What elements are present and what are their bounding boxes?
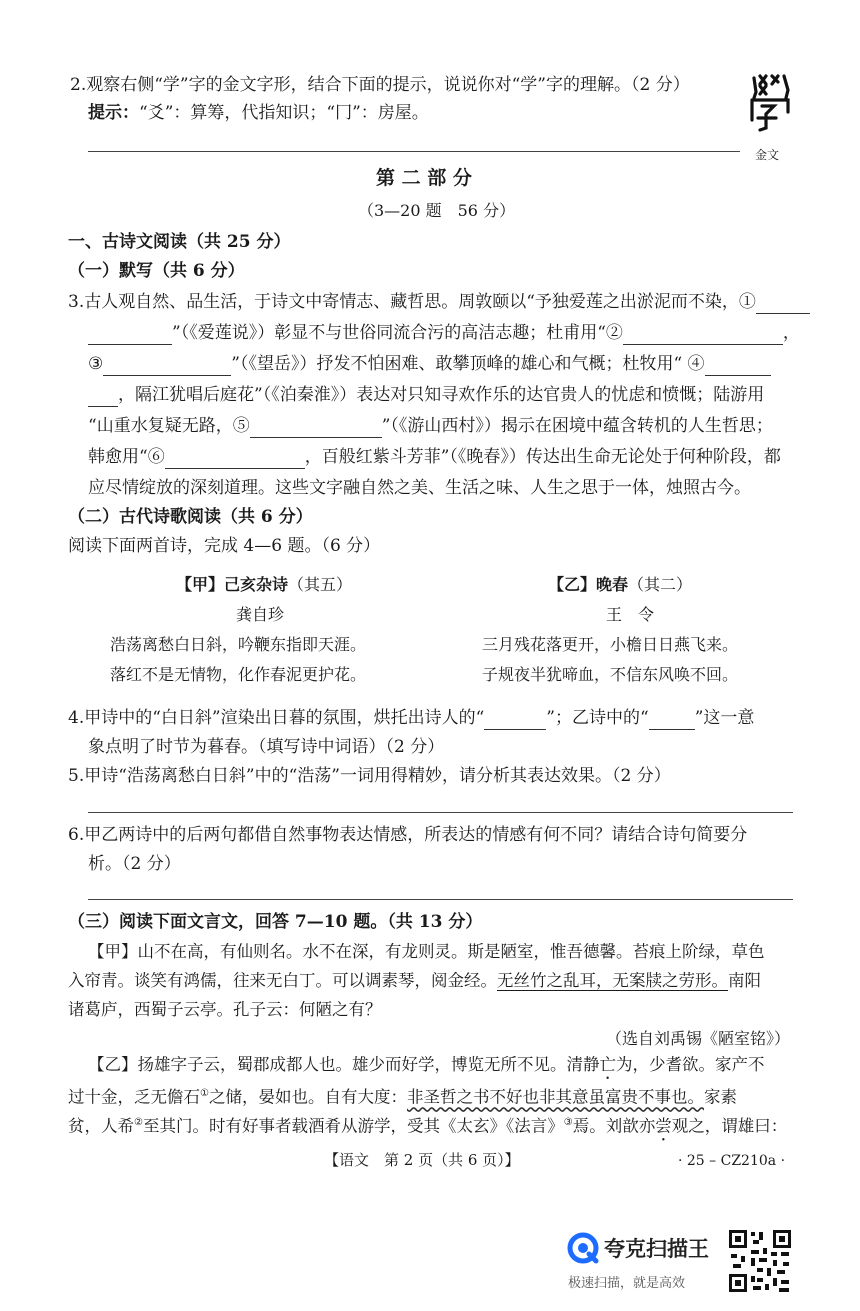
watermark-brand: 夸克扫描王: [604, 1237, 709, 1261]
dotted-char: 亡: [599, 1055, 616, 1074]
q3-line-6: 韩愈用“⑥ ，百般红紫斗芳菲”（《晚春》）传达出生命无论处于何种阶段，都: [88, 447, 781, 467]
text-b-line-2: 过十金，乏无儋石①之储，晏如也。自有大度：非圣哲之书不好也非其意虽富贵不事也。家素: [68, 1087, 737, 1107]
q2-hint-label: 提示：: [88, 103, 139, 123]
subsection2-title: （二）古代诗歌阅读（共 6 分）: [68, 507, 313, 527]
text-a-source: （选自刘禹锡《陋室铭》）: [606, 1029, 791, 1048]
q2-hint: [88, 101, 429, 125]
q3-line-2: ”（《爱莲说》）彰显不与世俗同流合污的高洁志趣；杜甫用“② ，: [88, 321, 800, 345]
text-a-underlined-sentence: 无丝竹之乱耳，无案牍之劳形。: [497, 971, 728, 990]
subsection3-title: （三）阅读下面文言文，回答 7—10 题。（共 13 分）: [68, 912, 483, 932]
poem-b-line-2: 子规夜半犹啼血，不信东风唤不回。: [482, 665, 739, 684]
q2-hint-text: “爻”：算筹，代指知识；“冂”：房屋。: [139, 103, 429, 123]
text-b-line-1: 【乙】扬雄字子云，蜀郡成都人也。雄少而好学，博览无所不见。清静亡为，少耆欲。家产不: [88, 1055, 765, 1074]
poem-a-line-1: 浩荡离愁白日斜，吟鞭东指即天涯。: [110, 635, 367, 654]
part2-subtitle: （3—20 题 56 分）: [358, 201, 516, 220]
text-a-line-3: 诸葛庐，西蜀子云亭。孔子云：何陋之有？: [68, 1000, 382, 1019]
blank-2[interactable]: [623, 326, 783, 345]
part2-title: 第 二 部 分: [376, 167, 472, 189]
q6-line-1: 6.甲乙两诗中的后两句都借自然事物表达情感，所表达的情感有何不同？请结合诗句简要分: [68, 825, 748, 845]
q2-answer-line: [88, 151, 740, 152]
dotted-char: 尝: [655, 1116, 672, 1136]
blank-1[interactable]: [756, 295, 810, 314]
q3-line-7: 应尽情绽放的深刻道理。这些文字融自然之美、生活之味、人生之思于一体，烛照古今。: [88, 478, 751, 498]
blank-4-cont[interactable]: [88, 388, 118, 407]
text-b-wavy-sentence: 非圣哲之书不好也非其意虽富贵不事也。: [406, 1087, 704, 1107]
qr-code-icon: [727, 1228, 793, 1294]
q4-line-1: 4.甲诗中的“白日斜”渲染出日暮的氛围，烘托出诗人的“ ”；乙诗中的“ ”这一意: [68, 708, 755, 728]
q2-question: 2.观察右侧“学”字的金文字形，结合下面的提示，说说你对“学”字的理解。（2 分）: [70, 75, 690, 95]
q5-question: 5.甲诗“浩荡离愁白日斜”中的“浩荡”一词用得精妙，请分析其表达效果。（2 分）: [68, 766, 671, 786]
q6-answer-line[interactable]: [88, 899, 793, 900]
section1-title: 一、古诗文阅读（共 25 分）: [68, 232, 291, 252]
poem-b-author: 王 令: [606, 605, 655, 624]
text-a-line-2: 入帘青。谈笑有鸿儒，往来无白丁。可以调素琴，阅金经。无丝竹之乱耳，无案牍之劳形。南阳: [68, 971, 761, 990]
blank-3[interactable]: [103, 357, 231, 376]
q4-blank-2[interactable]: [649, 711, 695, 730]
blank-4[interactable]: [705, 357, 771, 376]
poem-a-title: 【甲】己亥杂诗（其五）: [176, 575, 353, 594]
poem-b-line-1: 三月残花落更开，小檐日日燕飞来。: [482, 635, 739, 654]
q3-line-1: 3.古人观自然、品生活，于诗文中寄情志、藏哲思。周敦颐以“予独爱莲之出淤泥而不染，①: [68, 290, 810, 314]
page-footer: 【语文 第 2 页（共 6 页）】: [324, 1151, 520, 1169]
q3-line-4: ，隔江犹唱后庭花”（《泊秦淮》）表达对只知寻欢作乐的达官贵人的忧虑和愤慨；陆游用: [88, 383, 764, 407]
page-code: · 25 – CZ210a ·: [678, 1153, 786, 1169]
q3-line-3: ③ ”（《望岳》）抒发不怕困难、敢攀顶峰的雄心和气概；杜牧用“ ④: [88, 352, 771, 376]
quark-scanner-logo-icon: [567, 1232, 599, 1264]
text-b-line-3: 贫，人希②至其门。时有好事者载酒肴从游学，受其《太玄》《法言》③焉。刘歆亦尝观之，谓雄曰：: [68, 1116, 788, 1136]
poem-a-line-2: 落红不是无情物，化作春泥更护花。: [110, 665, 367, 684]
poem-a-author: 龚自珍: [236, 605, 285, 624]
subsection1-title: （一）默写（共 6 分）: [68, 261, 245, 281]
q5-answer-line[interactable]: [88, 812, 793, 813]
q4-blank-1[interactable]: [484, 711, 546, 730]
watermark-slogan: 极速扫描，就是高效: [568, 1276, 686, 1291]
blank-5[interactable]: [250, 419, 382, 438]
text-a-line-1: 【甲】山不在高，有仙则名。水不在深，有龙则灵。斯是陋室，惟吾德馨。苔痕上阶绿，草色: [88, 942, 765, 961]
blank-6[interactable]: [165, 450, 305, 469]
q3-line-5: “山重水复疑无路，⑤ ”（《游山西村》）揭示在困境中蕴含转机的人生哲思；: [88, 416, 773, 436]
poem-b-title: 【乙】晚春（其二）: [548, 575, 693, 594]
blank-1-cont[interactable]: [88, 326, 172, 345]
glyph-caption: 金文: [755, 148, 780, 162]
subsection2-intro: 阅读下面两首诗，完成 4—6 题。（6 分）: [68, 536, 381, 556]
q6-line-2: 析。（2 分）: [88, 854, 181, 874]
q4-line-2: 象点明了时节为暮春。（填写诗中词语）（2 分）: [88, 737, 445, 757]
xue-jinwen-glyph-icon: [748, 72, 794, 144]
